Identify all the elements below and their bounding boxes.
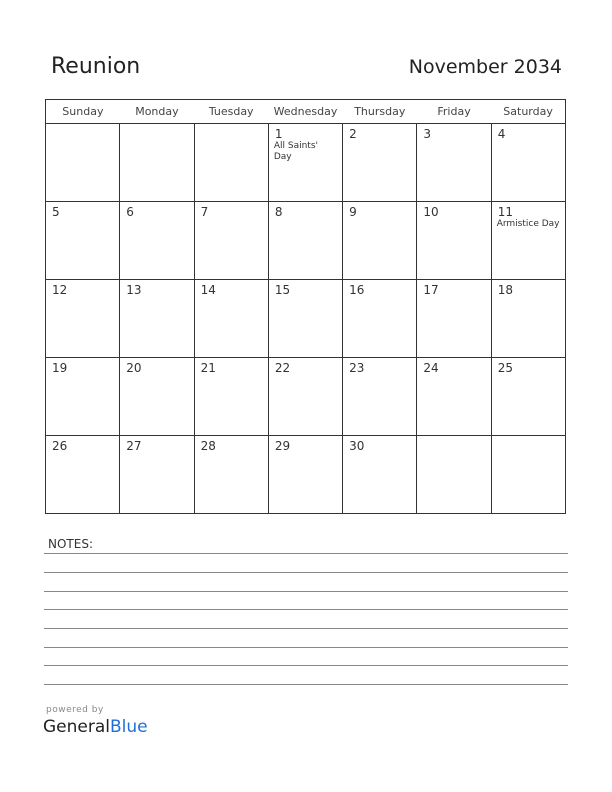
day-number: 25: [497, 361, 513, 375]
day-number: 16: [349, 283, 365, 297]
day-number: 15: [274, 283, 291, 297]
notes-line: [44, 628, 568, 629]
day-number: 29: [274, 439, 291, 453]
notes-line: [44, 609, 568, 610]
day-cell: [268, 124, 342, 202]
day-cell: [417, 124, 491, 202]
day-number: 10: [423, 205, 439, 219]
day-cell: [343, 280, 417, 358]
day-number: 14: [200, 283, 216, 297]
day-number: 3: [423, 127, 432, 141]
weekday-header: Wednesday: [268, 100, 342, 124]
day-number: 26: [52, 439, 68, 453]
notes-line: [44, 591, 568, 592]
day-cell: [46, 358, 120, 436]
day-number: 24: [423, 361, 439, 375]
day-number: 12: [52, 283, 68, 297]
day-number: 9: [349, 205, 357, 219]
day-number: 2: [349, 127, 357, 141]
week-row: [46, 202, 566, 280]
day-cell: [417, 280, 491, 358]
week-row: [46, 358, 566, 436]
weekday-header: Friday: [417, 100, 491, 124]
day-cell: [120, 280, 194, 358]
day-cell: [417, 436, 491, 514]
brand-general: General: [43, 717, 110, 737]
day-cell: [268, 436, 342, 514]
day-number: 13: [126, 283, 142, 297]
day-number: 22: [274, 361, 291, 375]
brand-blue: Blue: [110, 717, 148, 737]
day-cell: [120, 436, 194, 514]
day-cell: [194, 358, 268, 436]
day-cell: [343, 124, 417, 202]
day-number: 8: [274, 205, 283, 219]
day-number: 21: [200, 361, 216, 375]
day-cell: [46, 436, 120, 514]
day-cell: [120, 358, 194, 436]
day-number: 11: [497, 205, 513, 219]
day-number: 30: [349, 439, 365, 453]
day-number: 6: [126, 205, 134, 219]
day-number: 17: [423, 283, 439, 297]
day-cell: [46, 280, 120, 358]
day-cell: [343, 202, 417, 280]
weekday-header: Saturday: [491, 100, 565, 124]
day-cell: [46, 124, 120, 202]
day-cell: [343, 358, 417, 436]
day-cell: [194, 280, 268, 358]
day-cell: [491, 280, 565, 358]
day-cell: [491, 124, 565, 202]
day-cell: [417, 202, 491, 280]
calendar-grid: [45, 99, 566, 514]
day-number: 5: [52, 205, 60, 219]
day-number: 19: [52, 361, 68, 375]
notes-line: [44, 665, 568, 666]
day-number: 27: [126, 439, 142, 453]
day-number: 23: [349, 361, 365, 375]
notes-line: [44, 572, 568, 573]
day-cell: [268, 202, 342, 280]
notes-line: [44, 684, 568, 685]
day-cell: [194, 202, 268, 280]
day-cell: [268, 280, 342, 358]
week-row: [46, 280, 566, 358]
generalblue-logo: [43, 717, 148, 737]
weekday-header: Monday: [120, 100, 194, 124]
day-cell: [343, 436, 417, 514]
weekday-header: Thursday: [343, 100, 417, 124]
day-number: 20: [126, 361, 142, 375]
notes-line: [44, 553, 568, 554]
day-number: 18: [497, 283, 513, 297]
day-number: 1: [274, 127, 283, 141]
notes-line: [44, 647, 568, 648]
country-title: Reunion: [51, 54, 141, 79]
notes-label: NOTES:: [48, 537, 93, 551]
day-cell: [120, 202, 194, 280]
day-cell: [491, 202, 565, 280]
weekday-header: Sunday: [46, 100, 120, 124]
day-cell: [46, 202, 120, 280]
week-row: [46, 436, 566, 514]
holiday-label: Armistice Day: [496, 219, 560, 229]
holiday-label: All Saints' Day: [273, 141, 318, 162]
weekday-header-row: [46, 100, 566, 124]
day-number: 7: [200, 205, 209, 219]
day-cell: [491, 358, 565, 436]
day-number: 28: [200, 439, 216, 453]
day-number: 4: [497, 127, 506, 141]
month-year-title: November 2034: [408, 56, 562, 78]
weekday-header: Tuesday: [194, 100, 268, 124]
powered-by-text: powered by: [46, 705, 104, 715]
week-row: [46, 124, 566, 202]
day-cell: [268, 358, 342, 436]
day-cell: [120, 124, 194, 202]
day-cell: [194, 436, 268, 514]
day-cell: [417, 358, 491, 436]
day-cell: [194, 124, 268, 202]
day-cell: [491, 436, 565, 514]
